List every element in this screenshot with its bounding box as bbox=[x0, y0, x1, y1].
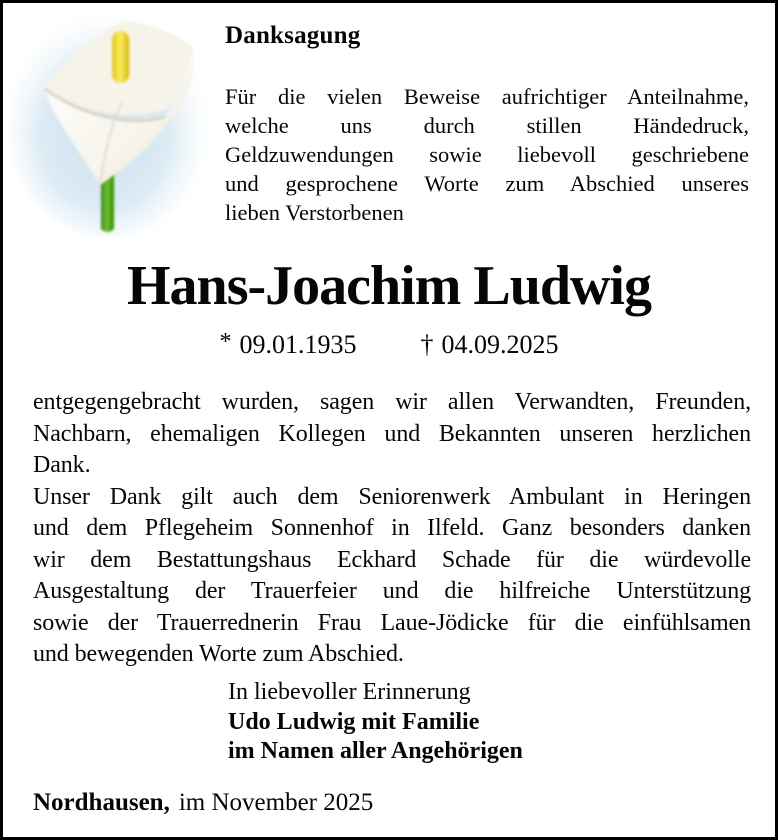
death-cross-symbol: † bbox=[420, 330, 434, 359]
body-line: und bewegenden Worte zum Abschied. bbox=[33, 641, 404, 667]
death-date: 04.09.2025 bbox=[441, 330, 559, 359]
intro-line: und gesprochene Worte zum Abschied unseres bbox=[225, 171, 749, 196]
deceased-name: Hans-Joachim Ludwig bbox=[127, 255, 651, 317]
intro-line: lieben Verstorbenen bbox=[225, 200, 404, 225]
footer-date: im November 2025 bbox=[178, 789, 374, 816]
footer-line bbox=[33, 789, 373, 817]
life-dates bbox=[3, 330, 775, 360]
intro-line: welche uns durch stillen Händedruck, bbox=[225, 113, 749, 138]
closing-line-relatives: im Namen aller Angehörigen bbox=[228, 738, 523, 764]
body-line: Nachbarn, ehemaligen Kollegen und Bekannten unseren herzlichen bbox=[33, 420, 751, 447]
notice-type-heading: Danksagung bbox=[225, 22, 361, 49]
closing-line-memory: In liebevoller Erinnerung bbox=[228, 679, 471, 705]
intro-paragraph bbox=[225, 82, 749, 227]
body-line: Unser Dank gilt auch dem Seniorenwerk Ambulant in Heringen bbox=[33, 483, 751, 510]
footer-city: Nordhausen, bbox=[33, 789, 170, 816]
calla-lily-image bbox=[9, 5, 219, 237]
body-line: wir dem Bestattungshaus Eckhard Schade für die würdevolle bbox=[33, 546, 751, 573]
body-line: Ausgestaltung der Trauerfeier und die hilfreiche Unterstützung bbox=[33, 578, 751, 604]
body-line: und dem Pflegeheim Sonnenhof in Ilfeld. Ganz besonders danken bbox=[33, 515, 751, 541]
intro-line: Für die vielen Beweise aufrichtiger Anteilnahme, bbox=[225, 84, 749, 109]
intro-line: Geldzuwendungen sowie liebevoll geschriebene bbox=[225, 142, 749, 167]
body-line: Dank. bbox=[33, 452, 91, 478]
body-paragraph bbox=[33, 387, 751, 671]
closing-block bbox=[228, 678, 523, 767]
death-date-group bbox=[421, 330, 559, 360]
body-line: entgegengebracht wurden, sagen wir allen Verwandten, Freunden, bbox=[33, 389, 751, 415]
birth-date-group bbox=[220, 330, 357, 360]
closing-line-family: Udo Ludwig mit Familie bbox=[228, 708, 480, 735]
body-line: sowie der Trauerrednerin Frau Laue-Jödicke für die einfühlsamen bbox=[33, 609, 751, 636]
birth-date: 09.01.1935 bbox=[239, 330, 357, 359]
birth-star-symbol: * bbox=[219, 329, 232, 355]
